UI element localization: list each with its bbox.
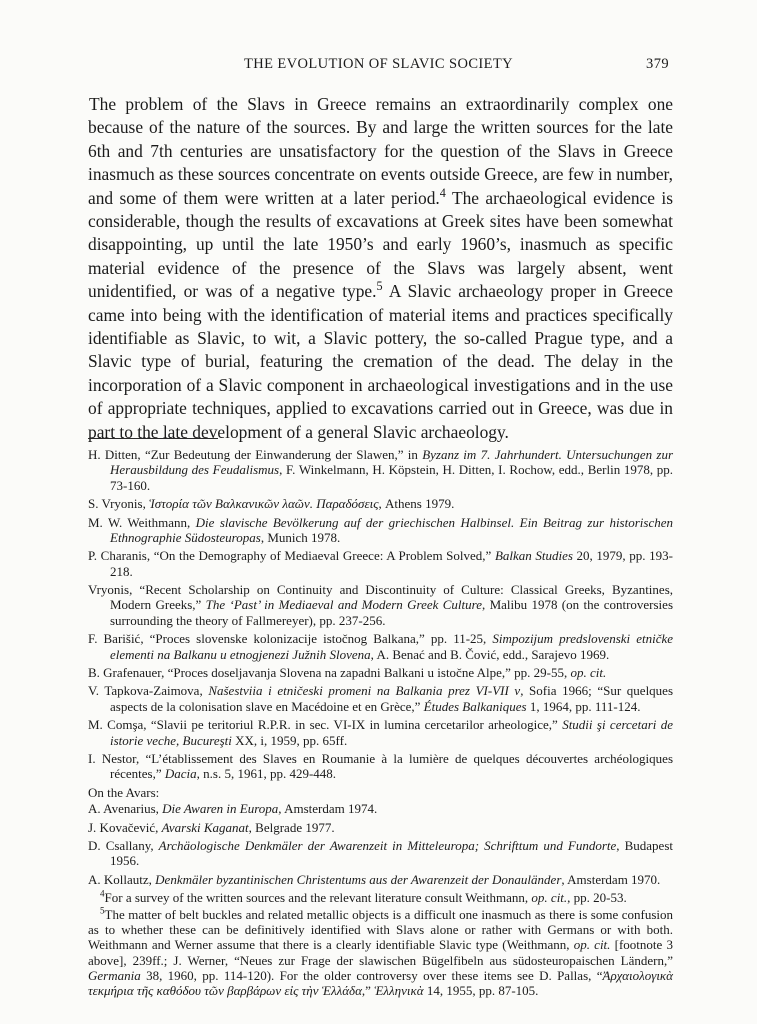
bib-text: B. Grafenauer, “Proces doseljavanja Slovena na zapadni Balkani u istočne Alpe,” pp. 29-55, [88,664,571,680]
footnote-text: For a survey of the written sources and the relevant literature consult Weithmann, [104,890,532,906]
footnote-mark: 5 [100,905,105,916]
bib-title: Denkmäler byzantinischen Christentums aus der Awarenzeit der Donauländer [155,871,562,887]
bib-text: H. Ditten, “Zur Bedeutung der Einwanderung der Slawen,” in [88,447,423,462]
footnote-italic: Germania [88,967,141,983]
bib-title: Studii şi cercetari de istorie veche, Bucureşti [110,717,673,748]
bib-entry-charanis [88,548,673,579]
bib-entry-avenarius [88,801,673,816]
body-text-part-2: The archaeological evidence is considerable, though the results of excavations at Greek sites have been somewhat disappointing, up until the late 1950’s and early 1960’s, inasmuch as specific material evidence of the presence of the Slavs was largely absent, went unidentified, or was of a negative type. [88,187,673,302]
bib-entry-nestor [88,751,673,782]
body-text-part-1: The problem of the Slavs in Greece remains an extraordinarily complex one because of the nature of the sources. By and large the written sources for the late 6th and 7th centuries are unsatisfactory for the question of the Slavs in Greece inasmuch as these sources concentrate on events outside Greece, are few in number, and some of them were written at a later period. [88,94,673,208]
footnote-italic: Ἑλληνικὰ [374,983,424,999]
bib-title: op. cit. [570,664,607,680]
bib-title: The ‘Past’ in Mediaeval and Modern Greek Culture [205,597,482,613]
bib-text: P. Charanis, “On the Demography of Mediaeval Greece: A Problem Solved,” [88,548,495,564]
footnote-text: 38, 1960, pp. 114-120). For the older controversy over these items see D. Pallas, “ [140,967,603,983]
footnote-text: 14, 1955, pp. 87-105. [423,983,539,999]
bib-text: XX, i, 1959, pp. 65ff. [231,732,348,748]
bib-text: , Belgrade 1977. [248,819,335,835]
bib-text: 1, 1964, pp. 111-124. [526,698,641,714]
bib-text: 20, 1979, pp. 193-218. [110,548,673,579]
bib-text: , Malibu 1978 (on the controversies surrounding the theory of Fallmereyer), pp. 237-256. [110,597,673,628]
footnote-text: The matter of belt buckles and related metallic objects is a difficult one inasmuch as there is some confusion as to whether these can be definitively identified with Slavs alone or rather with Germans or with both. Weithmann and Werner assume that there is a clearly identifiable Slavic type (Weithmann, [88,906,673,953]
bib-text: , F. Winkelmann, H. Köpstein, H. Ditten, I. Rochow, edd., Berlin 1978, pp. 73-160. [110,462,673,493]
bib-text: , Amsterdam 1974. [278,801,378,817]
footnote-mark: 4 [100,889,105,900]
body-paragraph [88,93,673,444]
bib-text: Vryonis, “Recent Scholarship on Continuity and Discontinuity of Culture: Classical Greeks, Byzantines, Modern Greeks,” [88,582,673,613]
bib-title: Byzanz im 7. Jahrhundert. Untersuchungen zur Herausbildung des Feudalismus [110,447,673,478]
bib-entry-ditten [88,447,673,493]
footnote-ref-4: 4 [439,185,446,200]
footnote-5 [88,907,673,999]
bib-text: A. Avenarius, [88,801,163,817]
footnote-text: ,” [361,983,375,999]
avars-heading: On the Avars: [88,784,160,800]
bib-text: , Athens 1979. [378,496,455,512]
footnote-italic: Ἀρχαιολογικὰ τεκμήρια τῆς καθόδου τῶν βαρβάρων εἰς τὴν Ἑλλάδα [88,967,673,999]
bib-entry-csallany [88,838,673,869]
bib-entry-vryonis-2 [88,582,673,628]
bib-title: Našestviia i etničeski promeni na Balkania prez VI-VII v [208,683,521,699]
bib-text: M. Comşa, “Slavii pe teritoriul R.P.R. in sec. VI-IX in lumina cercetarilor arheologice,” [88,717,563,733]
footnote-text: [footnote 3 above], 239ff.; J. Werner, “Neues zur Frage der slawischen Bügelfibeln aus südosteuropaischen Ländern,” [88,937,674,968]
bib-title: Die slavische Bevölkerung auf der griechischen Halbinsel. Ein Beitrag zur historischen Ethnographie Südosteuropas [110,514,673,545]
bib-text: , Munich 1978. [260,529,341,545]
bib-title: Die Awaren in Europa [162,801,279,817]
bib-title: Archäologische Denkmäler der Awarenzeit in Mitteleuropa; Schrifttum und Fundorte [158,838,617,854]
bib-entry-vryonis-1 [88,496,673,511]
bib-title: Simpozijum predslovenski etničke elementi na Balkanu u etnogjenezi Južnih Slovena [110,631,674,662]
bib-text: D. Csallany, [88,838,159,854]
body-text-part-3: A Slavic archaeology proper in Greece came into being with the identification of material items and practices specifically identifiable as Slavic, to wit, a Slavic pottery, the so-called Prague type, and a Slavic type of burial, featuring the cremation of the dead. The delay in the incorporation of a Slavic component in archaeological investigations and in the use of appropriate techniques, applied to excavations carried out in Greece, was due in part to the late development of a general Slavic archaeology. [88,281,673,442]
footnote-rule [88,438,218,439]
bib-entry-kovacevic [88,820,673,835]
bib-text: , Amsterdam 1970. [561,871,661,887]
bib-text: S. Vryonis, [88,496,150,512]
bib-text: , Budapest 1956. [110,838,673,869]
footnote-text: , pp. 20-53. [567,890,627,906]
footnote-ref-5: 5 [376,279,383,294]
bib-entry-kollautz [88,872,673,887]
footnote-italic: op. cit. [531,890,568,906]
bib-text: , Sofia 1966; “Sur quelques aspects de la colonisation slave en Macédoine et en Grèce,” [110,683,674,714]
bib-title: Études Balkaniques [423,698,527,714]
footnote-4 [88,890,673,905]
page-number: 379 [646,56,669,72]
bib-text: V. Tapkova-Zaimova, [88,683,209,699]
bib-text: , n.s. 5, 1961, pp. 429-448. [196,766,337,782]
running-title: THE EVOLUTION OF SLAVIC SOCIETY [243,56,514,72]
bib-text: F. Barišić, “Proces slovenske kolonizacije istočnog Balkana,” pp. 11-25, [88,631,493,647]
bib-text: , A. Benać and B. Čović, edd., Sarajevo 1969. [370,646,610,662]
bibliography-notes [88,447,673,999]
bib-title: Dacia [164,766,197,782]
running-head [88,56,669,78]
bib-entry-tapkova [88,683,673,714]
bib-title: Ἱστορία τῶν Βαλκανικῶν λαῶν. Παραδόσεις [149,496,379,512]
bib-text: J. Kovačević, [88,819,162,835]
bib-title: Balkan Studies [494,548,573,564]
bib-text: A. Kollautz, [88,871,156,887]
bib-title: Avarski Kaganat [161,819,249,835]
bib-text: M. W. Weithmann, [88,514,196,530]
bib-entry-barisic [88,631,673,662]
bib-entry-weithmann [88,515,673,546]
bib-entry-grafenauer [88,665,673,680]
bib-entry-comsa [88,717,673,748]
footnote-italic: op. cit. [573,937,611,953]
bib-text: I. Nestor, “L’établissement des Slaves en Roumanie à la lumière de quelques découvertes archéologiques récentes,” [88,751,673,782]
